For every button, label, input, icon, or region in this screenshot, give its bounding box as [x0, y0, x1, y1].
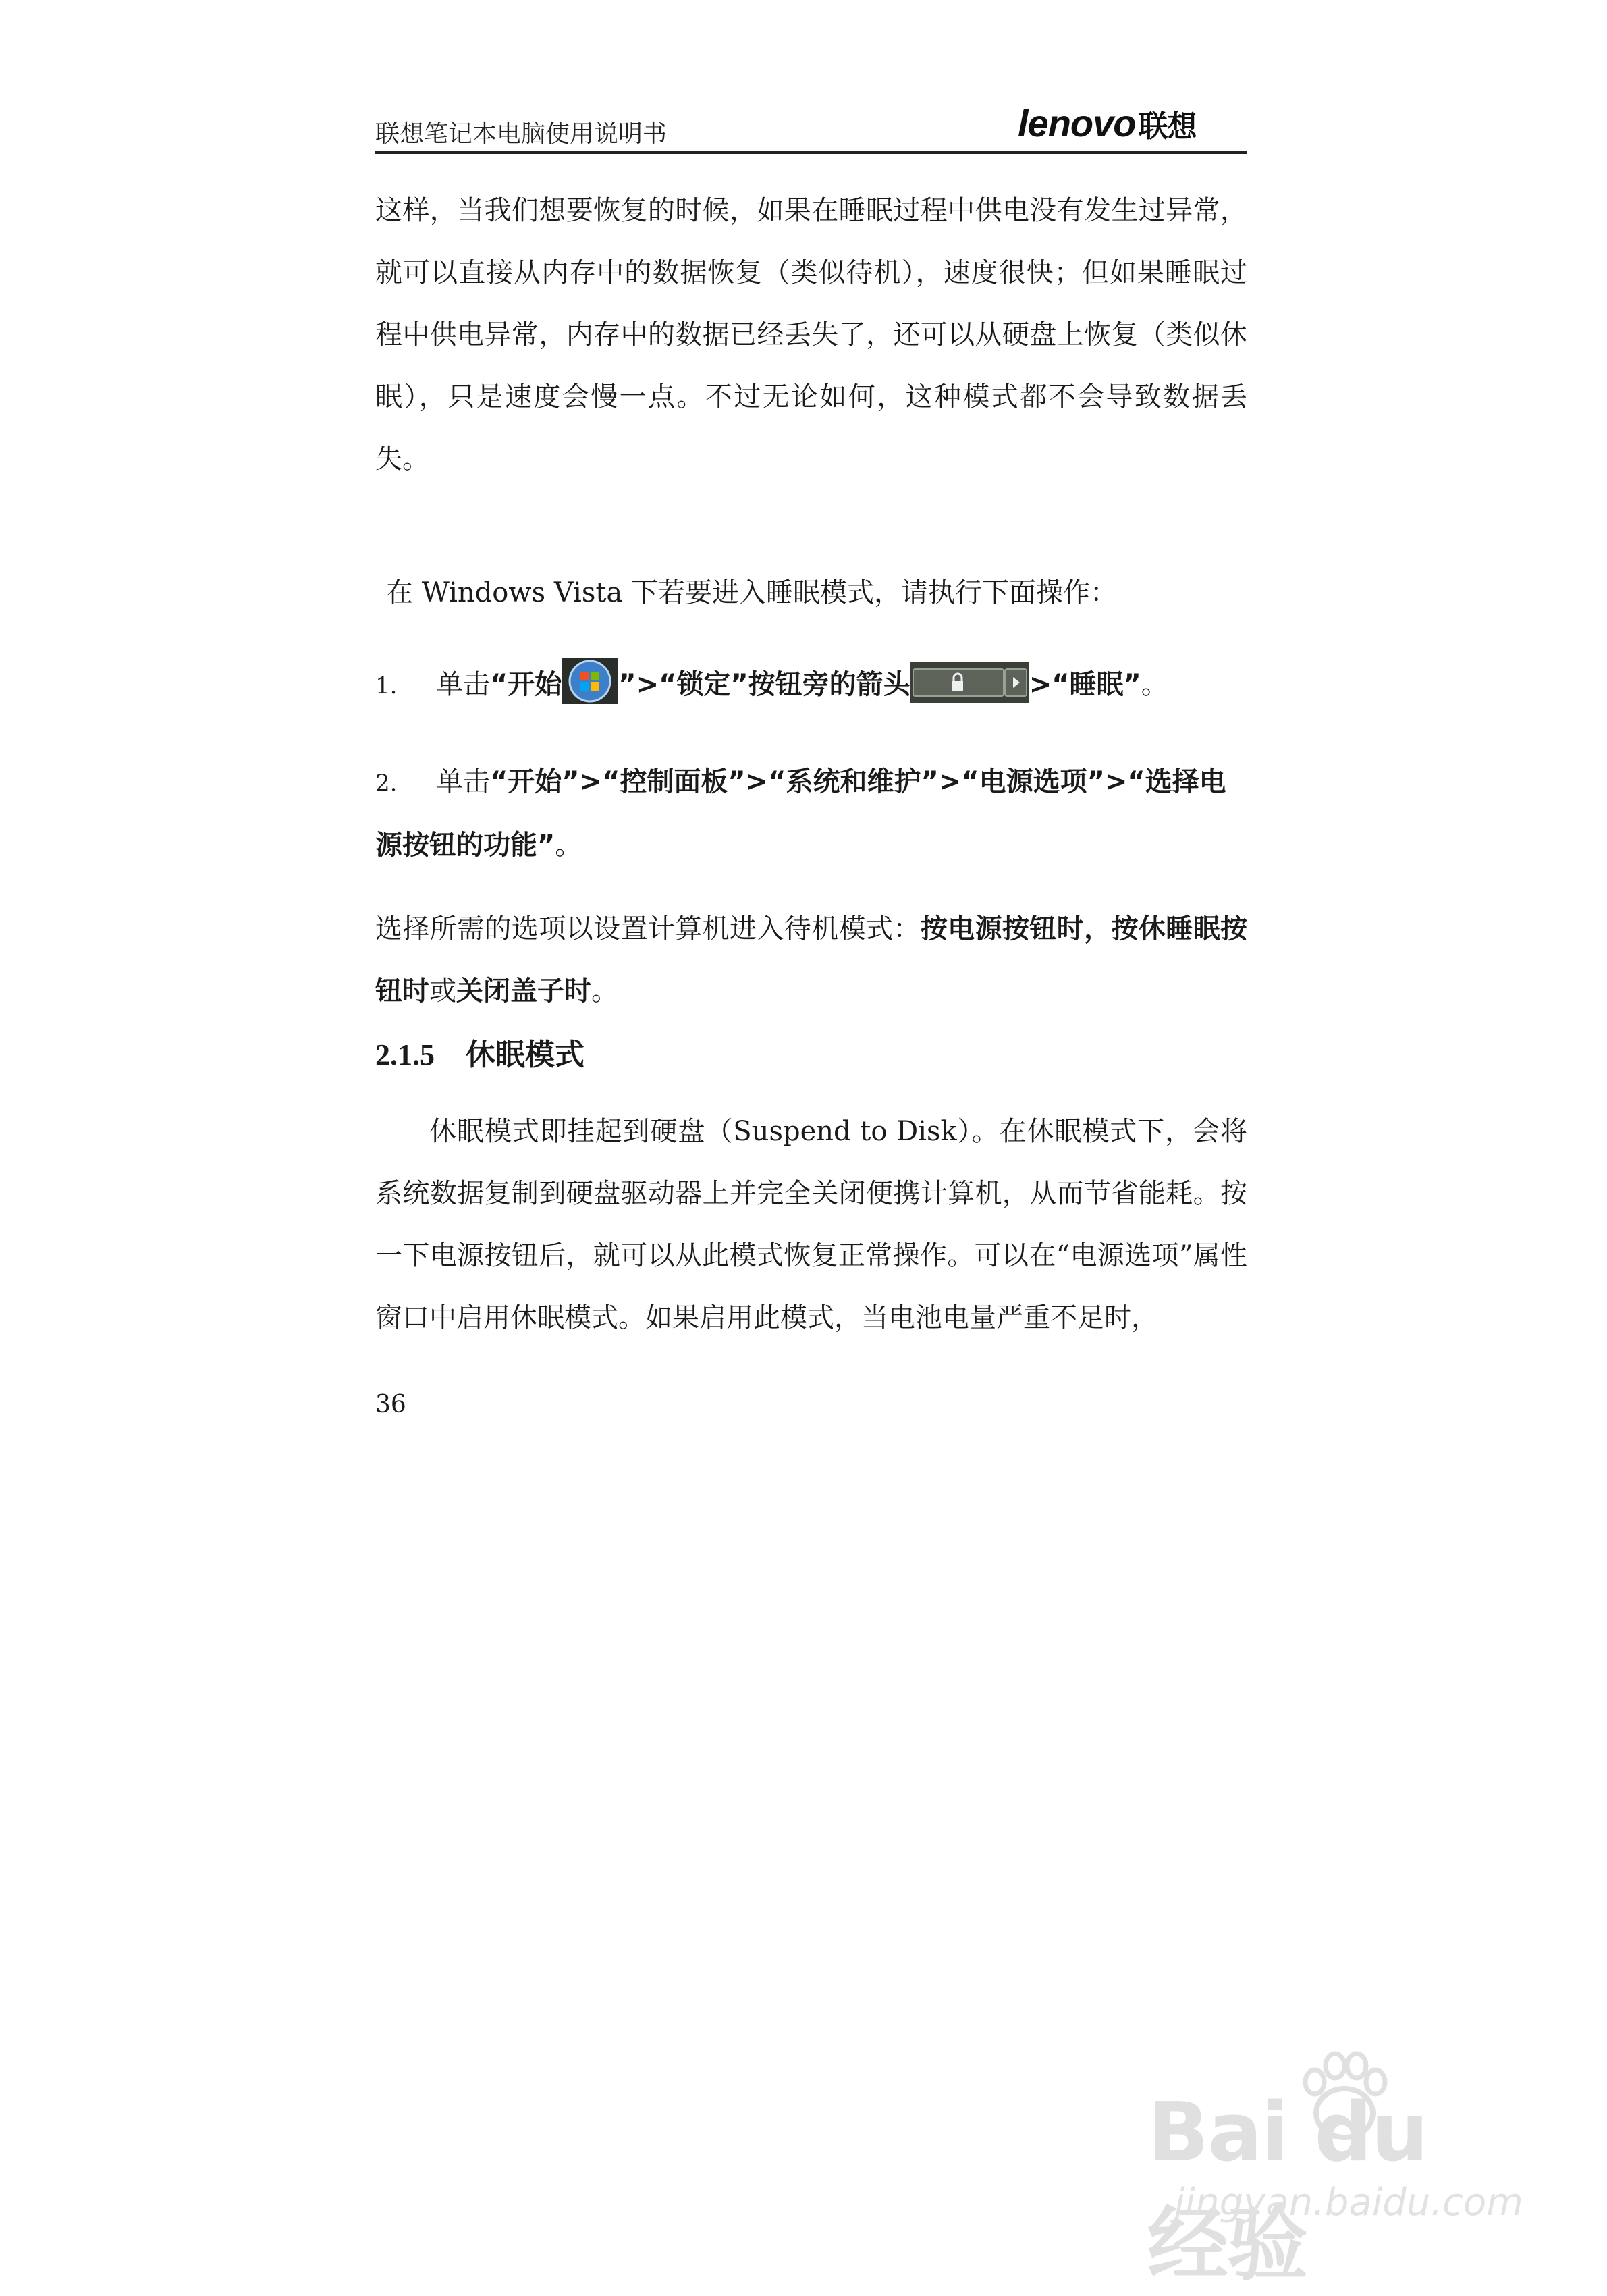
section-heading [375, 1030, 584, 1073]
paragraph-hibernate: 休眠模式即挂起到硬盘（Suspend to Disk）。在休眠模式下，会将系统数据复制到硬盘驱动器上并完全关闭便携计算机，从而节省能耗。按一下电源按钮后，就可以从此模式恢复正常操作。可以在“电源选项”属性窗口中启用休眠模式。如果启用此模式，当电池电量严重不足时， [375, 1116, 1247, 1333]
step-2-number: 2. [375, 770, 398, 797]
header-rule [375, 151, 1247, 154]
step-1-number: 1. [375, 672, 398, 699]
lock-button-arrow-icon [910, 662, 1029, 703]
step-2-lead: 单击 [436, 766, 490, 797]
power-options-end: 。 [591, 976, 618, 1007]
power-options-bold-1: 按电源按钮时，按休睡眠按钮时 [375, 913, 1248, 1007]
lenovo-logo-text: lenovo [1018, 102, 1136, 144]
baidu-watermark-url: jingyan.baidu.com [1174, 2181, 1523, 2224]
paragraph-power-options [375, 898, 1247, 1022]
step-2 [375, 751, 1253, 876]
step-2-path: “开始”>“控制面板”>“系统和维护”>“电源选项”>“选择电源按钮的功能” [375, 766, 1226, 861]
section-title: 休眠模式 [466, 1038, 584, 1072]
step-1-lock-arrow: ”>“锁定”按钮旁的箭头 [618, 669, 910, 700]
power-options-or: 或 [429, 976, 456, 1007]
lenovo-logo [1018, 101, 1196, 145]
page-header-title: 联想笔记本电脑使用说明书 [375, 120, 668, 148]
section-number: 2.1.5 [375, 1038, 435, 1071]
step-2-end: 。 [555, 830, 582, 861]
step-1-start: “开始 [490, 669, 562, 700]
paragraph-sleep-recovery: 这样，当我们想要恢复的时候，如果在睡眠过程中供电没有发生过异常，就可以直接从内存中的数据恢复（类似待机），速度很快；但如果睡眠过程中供电异常，内存中的数据已经丢失了，还可以从硬盘上恢复（类似休眠），只是速度会慢一点。不过无论如何，这种模式都不会导致数据丢失。 [375, 195, 1247, 475]
lenovo-logo-cn: 联想 [1138, 110, 1197, 143]
paragraph-vista-intro: 在 Windows Vista 下若要进入睡眠模式，请执行下面操作： [386, 577, 1117, 608]
windows-start-orb-icon [562, 658, 618, 704]
step-1 [375, 653, 1253, 717]
step-1-lead: 单击 [436, 669, 490, 700]
baidu-watermark-brand: Bai du 经验 [1147, 2086, 1427, 2292]
baidu-watermark [1147, 2046, 1525, 2292]
step-1-sleep: >“睡眠” [1029, 669, 1141, 700]
power-options-bold-2: 关闭盖子时 [456, 976, 591, 1007]
step-1-end: 。 [1141, 669, 1168, 700]
power-options-text: 选择所需的选项以设置计算机进入待机模式： [375, 913, 921, 944]
page-number: 36 [375, 1391, 406, 1418]
